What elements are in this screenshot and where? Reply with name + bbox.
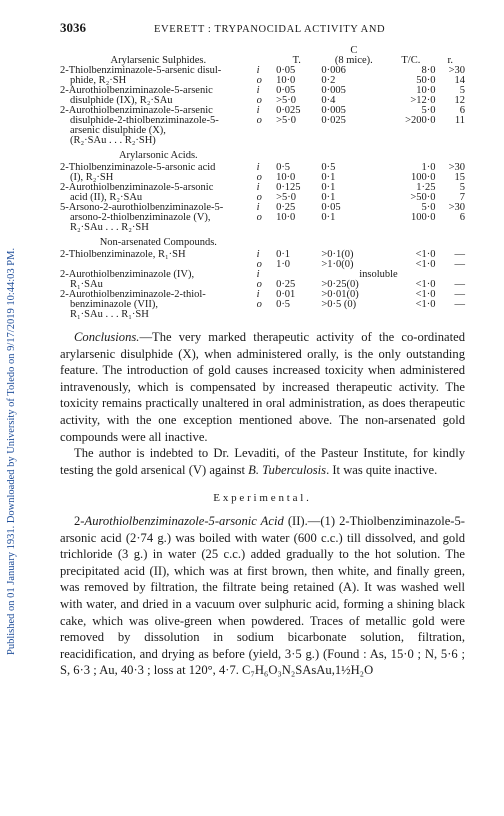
ratio-tc-cell: >200·0 xyxy=(405,115,436,126)
ratio-r-cell xyxy=(436,126,466,136)
section-title: Arylarsenic Sulphides. xyxy=(110,55,207,66)
dose-c-cell: 0·005 xyxy=(321,85,346,96)
dose-c-cell: >0·1(0) xyxy=(321,249,354,260)
ratio-tc-cell: 50·0 xyxy=(416,75,436,86)
conclusions-paragraph xyxy=(60,329,465,445)
section-title: Non-arsenated Compounds. xyxy=(99,237,217,248)
acknowledgement-text-before: The author is indebted to Dr. Levaditi, of the Pasteur Institute, for kindly testing the gold arsenical (V) against xyxy=(60,446,465,477)
ratio-r-cell: — xyxy=(454,259,465,270)
table-row xyxy=(60,310,465,320)
ratio-tc-cell: <1·0 xyxy=(415,249,436,260)
dose-t-cell: 0·25 xyxy=(276,279,296,290)
compound-name: 2-Aurothiolbenziminazole-2-thiol- xyxy=(60,289,206,300)
table-row xyxy=(60,136,465,146)
dose-c-cell: 0·5 xyxy=(321,162,336,173)
compound-name: phide, R₂·SH xyxy=(70,75,127,86)
conclusions-lead: Conclusions. xyxy=(74,330,140,344)
dose-c-cell: >0·25(0) xyxy=(321,279,359,290)
compound-name: 2-Thiolbenziminazole-5-arsenic disul- xyxy=(60,65,222,76)
ratio-r-cell: 11 xyxy=(454,115,465,126)
experimental-heading: Experimental. xyxy=(213,492,312,505)
acknowledgement-paragraph xyxy=(60,445,465,478)
ratio-tc-cell: 100·0 xyxy=(411,212,436,223)
dose-t-cell: 10·0 xyxy=(276,212,296,223)
dose-t-cell: 0·025 xyxy=(276,105,301,116)
acknowledgement-text-after: . It was quite inactive. xyxy=(326,462,438,477)
experimental-paragraph xyxy=(60,513,465,679)
dose-c-cell: 0·005 xyxy=(321,105,346,116)
section-spacer xyxy=(436,146,466,163)
ratio-tc-cell: <1·0 xyxy=(415,299,436,310)
ratio-r-cell: — xyxy=(454,299,465,310)
dose-c-cell xyxy=(317,310,386,320)
body-text xyxy=(60,329,465,679)
dose-t-cell xyxy=(276,310,317,320)
ratio-r-cell: 14 xyxy=(454,75,465,86)
route-cell: o xyxy=(256,172,262,183)
ratio-tc-cell: 100·0 xyxy=(411,172,436,183)
route-cell: o xyxy=(256,259,262,270)
dose-c-cell xyxy=(317,223,386,233)
ratio-r-cell: — xyxy=(454,249,465,260)
table-row xyxy=(60,163,465,173)
route-cell xyxy=(257,223,276,233)
insoluble-note: insoluble xyxy=(359,269,398,280)
ratio-tc-cell xyxy=(386,126,435,136)
section-spacer xyxy=(257,146,276,163)
column-header-tc: T/C. xyxy=(401,55,421,66)
dose-c-cell: 0·4 xyxy=(321,95,336,106)
compound-name: arsenic disulphide (X), xyxy=(70,125,166,136)
dose-t-cell: 10·0 xyxy=(276,75,296,86)
publication-stamp xyxy=(6,95,20,655)
ratio-r-cell: 5 xyxy=(459,182,465,193)
dose-c-cell: 0·05 xyxy=(321,202,341,213)
route-cell: i xyxy=(256,85,260,96)
dose-t-cell: 0·05 xyxy=(276,85,296,96)
dose-t-cell: 0·25 xyxy=(276,202,296,213)
ratio-r-cell: 5 xyxy=(459,85,465,96)
ratio-r-cell: 12 xyxy=(454,95,465,106)
compound-name: 5-Arsono-2-aurothiolbenziminazole-5- xyxy=(60,202,224,213)
ratio-tc-cell: 1·25 xyxy=(416,182,436,193)
ratio-r-cell: 15 xyxy=(454,172,465,183)
dose-c-cell: >0·5 (0) xyxy=(321,299,357,310)
dose-c-cell: >0·01(0) xyxy=(321,289,359,300)
compound-name: 2-Aurothiolbenziminazole-5-arsenic xyxy=(60,85,213,96)
ratio-tc-cell: 5·0 xyxy=(421,105,436,116)
route-cell: o xyxy=(256,299,262,310)
dose-t-cell: >5·0 xyxy=(276,115,296,126)
compound-name: R₁·SAu xyxy=(70,279,103,290)
route-cell xyxy=(257,136,276,146)
section-spacer xyxy=(386,146,435,163)
section-spacer xyxy=(276,233,317,250)
dose-c-cell: >1·0(0) xyxy=(321,259,354,270)
compound-name: disulphide (IX), R₂·SAu xyxy=(70,95,173,106)
compound-name: benziminazole (VII), xyxy=(70,299,159,310)
dose-t-cell: 10·0 xyxy=(276,172,296,183)
table-row xyxy=(60,270,465,280)
route-cell: i xyxy=(256,269,260,280)
compound-name: R₂·SAu . . . R₂·SH xyxy=(70,222,149,233)
column-header-c: (8 mice). xyxy=(334,55,373,66)
publication-stamp-text: Published on 01 January 1931. Downloaded by University of Toledo on 9/17/2019 10:44:03 PM. xyxy=(6,247,17,655)
ratio-tc-cell: 5·0 xyxy=(421,202,436,213)
dose-c-cell: 0·1 xyxy=(321,172,336,183)
ratio-tc-cell: <1·0 xyxy=(415,289,436,300)
compound-name: 2-Thiolbenziminazole-5-arsonic acid xyxy=(60,162,216,173)
route-cell: o xyxy=(256,115,262,126)
dose-t-cell xyxy=(276,126,317,136)
dose-c-cell: 0·1 xyxy=(321,212,336,223)
route-cell: i xyxy=(256,182,260,193)
route-cell: i xyxy=(256,105,260,116)
route-cell xyxy=(257,126,276,136)
route-cell: i xyxy=(256,289,260,300)
column-header-t: T. xyxy=(292,55,301,66)
ratio-tc-cell: <1·0 xyxy=(415,279,436,290)
route-cell: o xyxy=(256,212,262,223)
table-row xyxy=(60,250,465,260)
dose-t-cell xyxy=(276,136,317,146)
ratio-r-cell: 6 xyxy=(459,105,465,116)
ratio-r-cell: >30 xyxy=(448,65,465,76)
ratio-tc-cell: 8·0 xyxy=(421,65,436,76)
experimental-lead-suffix: (II). xyxy=(283,513,308,528)
section-spacer xyxy=(386,233,435,250)
dose-t-cell: >5·0 xyxy=(276,95,296,106)
dose-t-cell xyxy=(276,223,317,233)
ratio-r-cell xyxy=(436,223,466,233)
compound-name: R₁·SAu . . . R₁·SH xyxy=(70,309,149,320)
dose-c-cell: 0·006 xyxy=(321,65,346,76)
experimental-lead-compound: Aurothiolbenziminazole-5-arsonic Acid xyxy=(84,513,284,528)
route-cell: o xyxy=(256,192,262,203)
section-spacer xyxy=(436,233,466,250)
ratio-tc-cell: >12·0 xyxy=(410,95,436,106)
dose-t-cell: 0·01 xyxy=(276,289,296,300)
conclusions-text: —The very marked therapeutic activity of the co-ordinated arylarsenic disulphide (X), when administered orally, is the only outstanding feature. The introduction of gold causes increased toxicity when administered intravenously, which is compensated by increased therapeutic activity. The toxicity remains practically unaltered in oral administration, as does therapeutic activity, with the one exception mentioned above. The non-arsenated gold compounds were all inactive. xyxy=(60,330,465,444)
journal-page xyxy=(60,20,465,679)
ratio-r-cell: >30 xyxy=(448,202,465,213)
route-cell: o xyxy=(256,279,262,290)
ratio-r-cell xyxy=(436,136,466,146)
ratio-tc-cell: 1·0 xyxy=(421,162,436,173)
compound-name: 2-Aurothiolbenziminazole (IV), xyxy=(60,269,195,280)
dose-c-cell xyxy=(317,126,386,136)
route-cell: i xyxy=(256,202,260,213)
compound-name: 2-Thiolbenziminazole, R₁·SH xyxy=(60,249,186,260)
compound-name: acid (II), R₂·SAu xyxy=(70,192,143,203)
route-cell: o xyxy=(256,95,262,106)
ratio-r-cell: 7 xyxy=(459,192,465,203)
header-spacer xyxy=(257,46,276,56)
activity-table xyxy=(60,46,465,320)
compound-name: (R₂·SAu . . . R₂·SH) xyxy=(70,135,156,146)
section-spacer xyxy=(276,146,317,163)
route-cell: i xyxy=(256,249,260,260)
compound-name: disulphide-2-thiolbenziminazole-5- xyxy=(70,115,219,126)
dose-c-cell: 0·025 xyxy=(321,115,346,126)
dose-c-cell xyxy=(317,136,386,146)
dose-t-cell: 0·5 xyxy=(276,299,291,310)
section-spacer xyxy=(317,146,386,163)
dose-t-cell: 1·0 xyxy=(276,259,291,270)
section-row xyxy=(60,233,465,250)
route-cell xyxy=(257,310,276,320)
column-header-r: r. xyxy=(447,55,454,66)
dose-t-cell: >5·0 xyxy=(276,192,296,203)
dose-t-cell: 0·5 xyxy=(276,162,291,173)
ratio-tc-cell: <1·0 xyxy=(415,259,436,270)
dose-t-cell: 0·1 xyxy=(276,249,291,260)
compound-name: (I), R₂·SH xyxy=(70,172,114,183)
compound-name: 2-Aurothiolbenziminazole-5-arsenic xyxy=(60,105,213,116)
dose-c-cell: 0·2 xyxy=(321,75,336,86)
section-row xyxy=(60,146,465,163)
compound-name: arsono-2-thiolbenziminazole (V), xyxy=(70,212,211,223)
running-title: EVERETT : TRYPANOCIDAL ACTIVITY AND xyxy=(154,24,386,35)
section-spacer xyxy=(257,233,276,250)
ratio-tc-cell: 10·0 xyxy=(416,85,436,96)
ratio-tc-cell xyxy=(386,136,435,146)
ratio-r-cell: 6 xyxy=(459,212,465,223)
route-cell: i xyxy=(256,162,260,173)
section-title: Arylarsonic Acids. xyxy=(118,150,198,161)
table-row xyxy=(60,223,465,233)
ratio-r-cell xyxy=(436,310,466,320)
dose-t-cell: 0·05 xyxy=(276,65,296,76)
activity-table-body xyxy=(60,46,465,320)
route-cell: i xyxy=(256,65,260,76)
column-label-c: C xyxy=(350,45,358,56)
route-cell: o xyxy=(256,75,262,86)
page-number: 3036 xyxy=(60,20,86,35)
experimental-lead-prefix: 2- xyxy=(74,513,85,528)
section-spacer xyxy=(317,233,386,250)
dose-c-cell: 0·1 xyxy=(321,182,336,193)
ratio-tc-cell xyxy=(386,310,435,320)
ratio-r-cell: >30 xyxy=(448,162,465,173)
dose-c-cell: 0·1 xyxy=(321,192,336,203)
experimental-text: —(1) 2-Thiolbenziminazole-5-arsonic acid (2·74 g.) was boiled with water (600 c.c.) till dissolved, and gold trichloride (3 g.) in water (25 c.c.) added gradually to the hot solution. The precipitated acid (II), which was at first brown, then white, and finally green, was removed by filtration, the filtrate being retained (A). It was washed well with water, and dried in a vacuum over sulphuric acid, forming a shining black cake, which was olive-green when powdered. Traces of metallic gold were removed by dissolution in sodium bicarbonate solution, filtration, reacidification, and drying as before (yield, 3·5 g.) (Found : As, 15·0 ; N, 5·6 ; S, 6·3 ; Au, 40·3 ; loss at 120°, 4·7. C₇H₆O₃N₂SAsAu,1½H₂O xyxy=(60,513,465,678)
page-header xyxy=(60,20,465,36)
organism-name: B. Tuberculosis xyxy=(248,462,327,477)
ratio-r-cell: — xyxy=(454,289,465,300)
ratio-tc-cell xyxy=(386,223,435,233)
ratio-tc-cell: >50·0 xyxy=(410,192,436,203)
compound-name: 2-Aurothiolbenziminazole-5-arsonic xyxy=(60,182,214,193)
dose-t-cell: 0·125 xyxy=(276,182,301,193)
ratio-r-cell: — xyxy=(454,279,465,290)
